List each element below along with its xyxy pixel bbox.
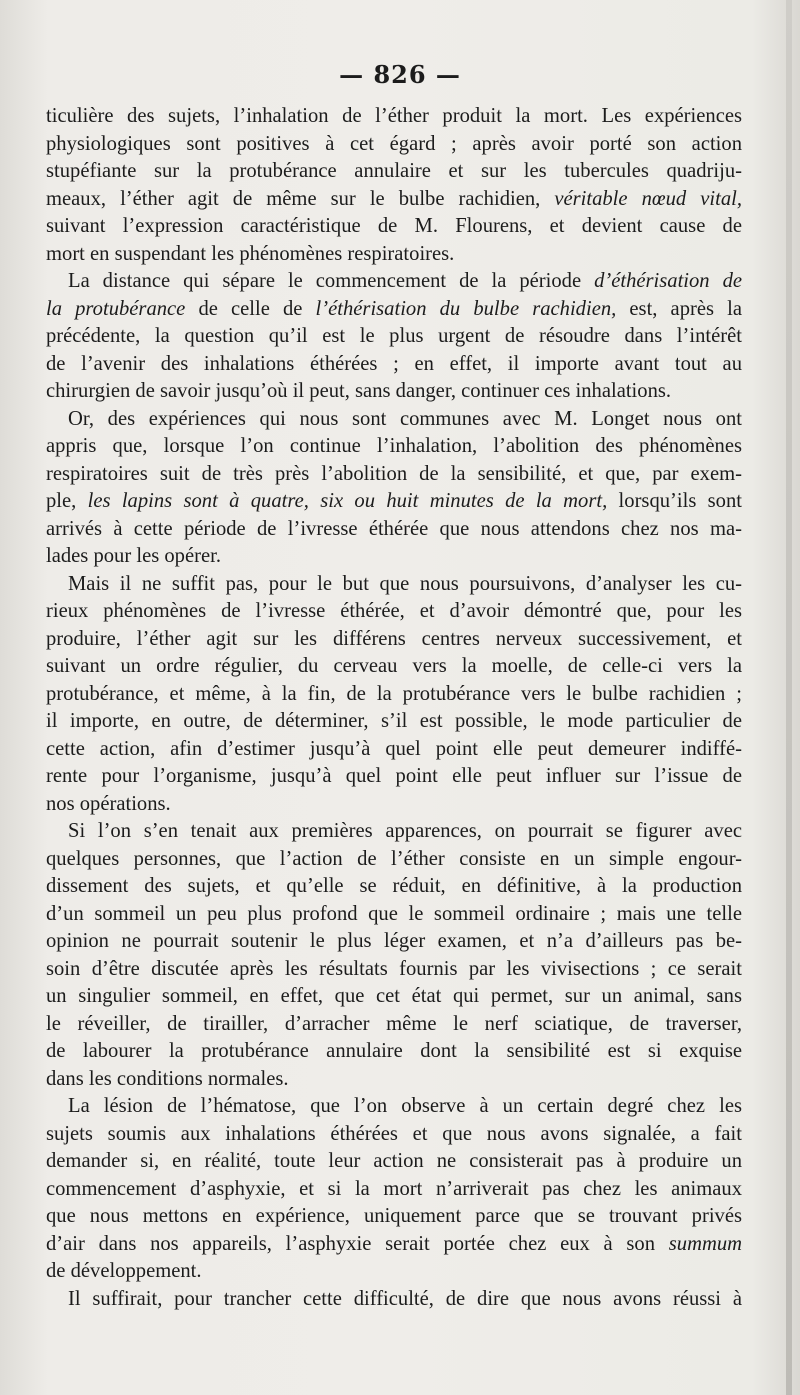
text-line (46, 158, 742, 186)
text-line (46, 1231, 742, 1259)
text-line (46, 1038, 742, 1066)
text-fragment: sujets soumis aux inhalations éthérées et que nous avons signalée, a fait (46, 1122, 742, 1145)
text-line (46, 1258, 742, 1286)
paragraph (46, 103, 742, 268)
text-fragment: protubérance, et même, à la fin, de la protubérance vers le bulbe rachidien ; (46, 682, 742, 705)
text-line (46, 131, 742, 159)
paragraph (46, 818, 742, 1093)
text-line (46, 516, 742, 544)
text-fragment: Mais il ne suffit pas, pour le but que nous poursuivons, d’analyser les cu- (68, 572, 742, 595)
paragraph (46, 268, 742, 406)
text-line (46, 186, 742, 214)
text-line (46, 213, 742, 241)
text-line (46, 323, 742, 351)
text-fragment: est, après la (616, 297, 742, 320)
text-fragment: chirurgien de savoir jusqu’où il peut, sans danger, continuer ces inhalations. (46, 380, 672, 402)
body-text (46, 103, 742, 1313)
italic-text: les lapins sont à quatre, six ou huit minutes de la mort, (87, 490, 608, 512)
text-fragment: rieux phénomènes de l’ivresse éthérée, et d’avoir démontré que, pour les (46, 600, 742, 622)
text-line (46, 1121, 742, 1149)
text-line (46, 763, 742, 791)
text-line (46, 736, 742, 764)
text-line (46, 1066, 742, 1094)
text-line (46, 1203, 742, 1231)
text-fragment: le réveiller, de tirailler, d’arracher même le nerf sciatique, de traverser, (46, 1012, 742, 1035)
text-line (46, 378, 742, 406)
text-line (46, 956, 742, 984)
text-fragment: de développement. (46, 1260, 202, 1282)
text-fragment: respiratoires suit de très près l’abolition de la sensibilité, et que, par exem- (46, 462, 742, 485)
text-line (46, 708, 742, 736)
text-fragment: ticulière des sujets, l’inhalation de l’éther produit la mort. Les expériences (46, 105, 742, 127)
italic-text: summum (668, 1232, 742, 1255)
paragraph (46, 406, 742, 571)
text-fragment: ple, (46, 490, 88, 512)
text-line (46, 1286, 742, 1314)
text-line (46, 433, 742, 461)
text-fragment: précédente, la question qu’il est le plus urgent de résoudre dans l’intérêt (46, 325, 742, 347)
text-fragment: d’air dans nos appareils, l’asphyxie serait portée chez eux à son (46, 1232, 669, 1255)
text-line (46, 873, 742, 901)
text-line (46, 1011, 742, 1039)
italic-text: l’éthérisation du bulbe rachidien, (315, 297, 617, 320)
text-line (46, 598, 742, 626)
text-line (46, 1093, 742, 1121)
text-fragment: soin d’être discutée après les résultats fournis par les vivisections ; ce serait (46, 957, 742, 980)
text-fragment: nos opérations. (46, 792, 171, 815)
text-fragment: dans les conditions normales. (46, 1067, 289, 1090)
text-fragment: La distance qui sépare le commencement de la période (68, 270, 595, 292)
text-line (46, 626, 742, 654)
text-fragment: demander si, en réalité, toute leur action ne consisterait pas à produire un (46, 1150, 742, 1172)
text-line (46, 296, 742, 324)
paragraph (46, 1286, 742, 1314)
text-line (46, 901, 742, 929)
italic-text: d’éthérisation de (594, 270, 743, 292)
text-fragment: commencement d’asphyxie, et si la mort n’arriverait pas chez les animaux (46, 1177, 742, 1200)
text-line (46, 928, 742, 956)
text-line (46, 543, 742, 571)
text-fragment: de celle de (185, 297, 316, 320)
text-fragment: lades pour les opérer. (46, 545, 221, 567)
text-fragment: Il suffirait, pour trancher cette difficulté, de dire que nous avons réussi à (68, 1287, 742, 1310)
text-line (46, 351, 742, 379)
italic-text: la protubérance (46, 297, 186, 320)
text-line (46, 1176, 742, 1204)
text-fragment: La lésion de l’hématose, que l’on observe à un certain degré chez les (68, 1095, 742, 1117)
text-line (46, 653, 742, 681)
text-fragment: rente pour l’organisme, jusqu’à quel point elle peut influer sur l’issue de (46, 765, 742, 787)
text-fragment: opinion ne pourrait soutenir le plus léger examen, et n’a d’ailleurs pas be- (46, 930, 742, 952)
text-line (46, 268, 742, 296)
text-line (46, 818, 742, 846)
text-line (46, 461, 742, 489)
text-fragment: appris que, lorsque l’on continue l’inhalation, l’abolition des phénomènes (46, 435, 742, 457)
italic-text: véritable nœud vital, (554, 187, 742, 210)
text-fragment: suivant un ordre régulier, du cerveau vers la moelle, de celle-ci vers la (46, 655, 742, 677)
text-fragment: que nous mettons en expérience, uniquement parce que se trouvant privés (46, 1205, 742, 1227)
text-fragment: mort en suspendant les phénomènes respiratoires. (46, 242, 455, 265)
text-line (46, 1148, 742, 1176)
text-line (46, 681, 742, 709)
text-line (46, 488, 742, 516)
text-line (46, 983, 742, 1011)
text-fragment: suivant l’expression caractéristique de M. Flourens, et devient cause de (46, 215, 742, 237)
paragraph (46, 1093, 742, 1286)
text-fragment: il importe, en outre, de déterminer, s’il est possible, le mode particulier de (46, 710, 742, 732)
text-line (46, 406, 742, 434)
text-line (46, 791, 742, 819)
scan-edge-shadow (786, 0, 792, 1395)
text-line (46, 103, 742, 131)
text-line (46, 846, 742, 874)
text-fragment: dissement des sujets, et qu’elle se réduit, en définitive, à la production (46, 875, 742, 897)
text-fragment: de labourer la protubérance annulaire dont la sensibilité est si exquise (46, 1040, 742, 1062)
text-fragment: meaux, l’éther agit de même sur le bulbe rachidien, (46, 187, 555, 210)
text-fragment: produire, l’éther agit sur les différens centres nerveux successivement, et (46, 627, 742, 650)
text-fragment: cette action, afin d’estimer jusqu’à quel point elle peut demeurer indiffé- (46, 737, 742, 760)
paragraph (46, 571, 742, 819)
text-fragment: physiologiques sont positives à cet égard ; après avoir porté son action (46, 132, 742, 155)
text-line (46, 571, 742, 599)
text-fragment: de l’avenir des inhalations éthérées ; en effet, il importe avant tout au (46, 352, 742, 375)
text-fragment: arrivés à cette période de l’ivresse éthérée que nous attendons chez nos ma- (46, 517, 742, 540)
text-fragment: Si l’on s’en tenait aux premières apparences, on pourrait se figurer avec (68, 820, 742, 842)
text-fragment: Or, des expériences qui nous sont communes avec M. Longet nous ont (68, 407, 742, 430)
text-fragment: un singulier sommeil, en effet, que cet état qui permet, sur un animal, sans (46, 985, 742, 1007)
text-fragment: stupéfiante sur la protubérance annulaire et sur les tubercules quadriju- (46, 160, 742, 182)
text-fragment: lorsqu’ils sont (607, 490, 743, 512)
page-number: — 826 — (339, 60, 461, 89)
text-fragment: quelques personnes, que l’action de l’éther consiste en un simple engour- (46, 847, 742, 870)
text-line (46, 241, 742, 269)
text-fragment: d’un sommeil un peu plus profond que le sommeil ordinaire ; mais une telle (46, 902, 742, 925)
